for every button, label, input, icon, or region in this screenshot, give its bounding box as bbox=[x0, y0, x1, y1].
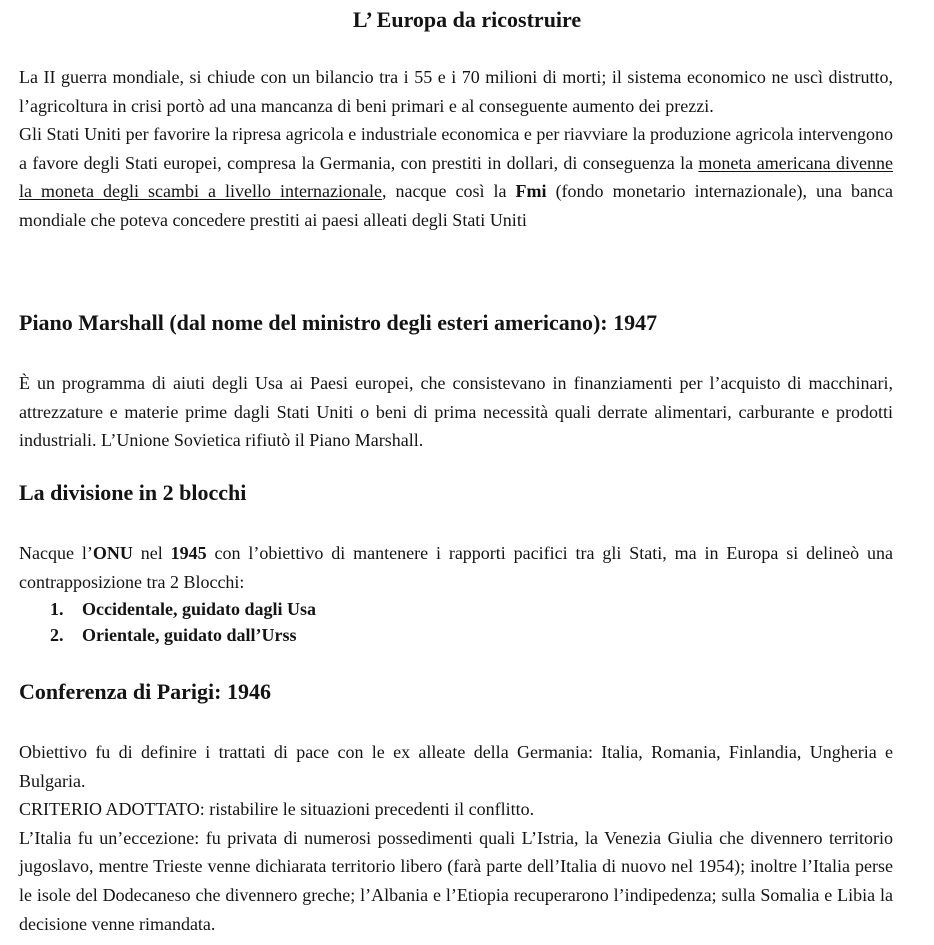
intro-p2-underlined: moneta americana divenne la moneta degli scambi a livello internazionale bbox=[19, 152, 893, 202]
blocchi-text-b: nel bbox=[132, 543, 171, 563]
intro-p2-text-a: Gli Stati Uniti per favorire la ripresa agricola e industriale economica e per riavviare la produzione agricola intervengono a favore degli Stati europei, compresa la Germania, con prestiti in dollari, di conseguenza la bbox=[19, 124, 893, 173]
document-title: L’ Europa da ricostruire bbox=[352, 7, 582, 32]
parigi-paragraph-3: L’Italia fu un’eccezione: fu privata di numerosi possedimenti quali L’Istria, la Venezia Giulia che divennero territorio jugoslavo, mentre Trieste venne dichiarata territorio libero (farà parte dell’Italia di nuovo nel 1954); inoltre l’Italia perse le isole del Dodecaneso che divennero greche; l’Albania e l’Etiopia recuperarono l’indipedenza; sulla Somalia e Libia la decisione venne rimandata. bbox=[19, 827, 893, 934]
blocchi-list bbox=[50, 596, 890, 648]
intro-section bbox=[19, 63, 893, 235]
blocchi-bold-onu: ONU bbox=[92, 543, 133, 563]
intro-p2-text-b: , nacque così la bbox=[382, 181, 516, 202]
parigi-section bbox=[19, 738, 893, 938]
blocchi-section bbox=[19, 539, 893, 596]
list-item-label: Occidentale, guidato dagli Usa bbox=[82, 599, 317, 619]
marshall-paragraph: È un programma di aiuti degli Usa ai Paesi europei, che consistevano in finanziamenti per l’acquisto di macchinari, attrezzature e materie prime dagli Stati Uniti o beni di prima necessità quali derrate alimentari, carburante e prodotti industriali. L’Unione Sovietica rifiutò il Piano Marshall. bbox=[19, 373, 893, 451]
blocchi-text-c: con l’obiettivo di mantenere i rapporti pacifici tra gli Stati, ma in Europa si delineò una contrapposizione tra 2 Blocchi: bbox=[19, 543, 893, 592]
list-item-number: 2. bbox=[50, 625, 64, 645]
list-item bbox=[50, 596, 890, 622]
parigi-heading: Conferenza di Parigi: 1946 bbox=[19, 679, 271, 704]
list-item-label: Orientale, guidato dall’Urss bbox=[82, 625, 297, 645]
marshall-heading: Piano Marshall (dal nome del ministro degli esteri americano): 1947 bbox=[19, 310, 658, 335]
blocchi-heading: La divisione in 2 blocchi bbox=[19, 480, 247, 505]
parigi-paragraph-2: CRITERIO ADOTTATO: ristabilire le situazioni precedenti il conflitto. bbox=[19, 799, 535, 820]
blocchi-bold-year: 1945 bbox=[170, 543, 207, 563]
intro-paragraph-2 bbox=[19, 120, 893, 234]
blocchi-text-a: Nacque l’ bbox=[19, 543, 93, 563]
intro-paragraph-1: La II guerra mondiale, si chiude con un bilancio tra i 55 e i 70 milioni di morti; il sistema economico ne uscì distrutto, l’agricoltura in crisi portò ad una mancanza di beni primari e al conseguente aumento dei prezzi. bbox=[19, 67, 893, 116]
list-item-number: 1. bbox=[50, 599, 64, 619]
parigi-paragraph-1: Obiettivo fu di definire i trattati di pace con le ex alleate della Germania: Italia, Romania, Finlandia, Ungheria e Bulgaria. bbox=[19, 742, 893, 791]
list-item bbox=[50, 622, 890, 648]
intro-p2-bold-fmi: Fmi bbox=[515, 181, 547, 202]
blocchi-paragraph bbox=[19, 539, 893, 596]
intro-p2-text-c: (fondo monetario internazionale), una banca mondiale che poteva concedere prestiti ai paesi alleati degli Stati Uniti bbox=[19, 181, 894, 230]
marshall-section bbox=[19, 369, 893, 455]
